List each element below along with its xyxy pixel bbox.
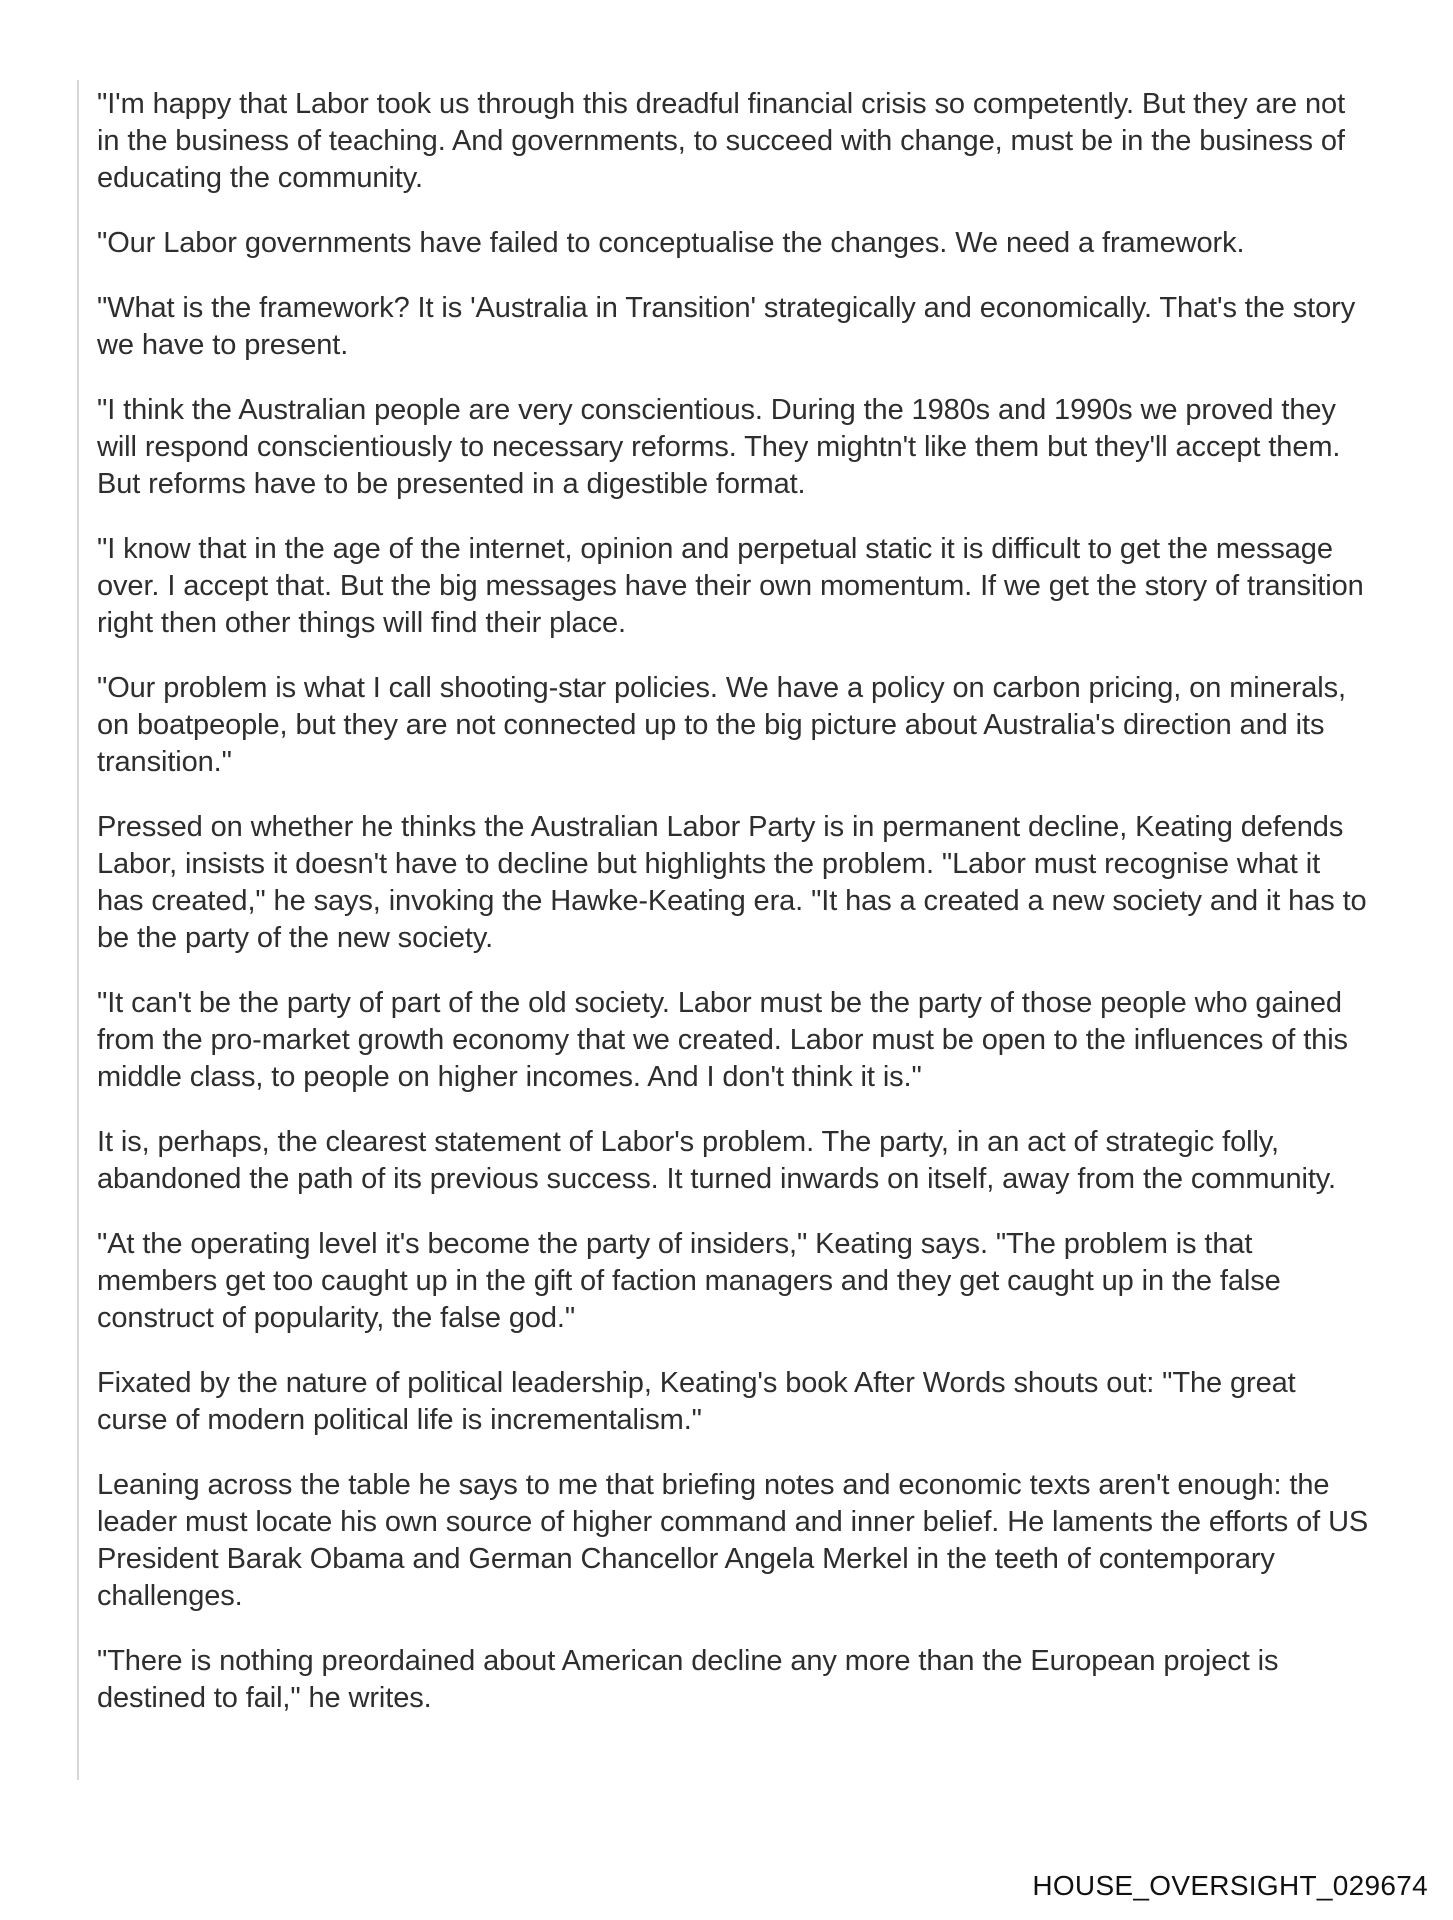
left-margin-rule xyxy=(77,80,79,1780)
article-body xyxy=(97,86,1372,1745)
document-id-stamp: HOUSE_OVERSIGHT_029674 xyxy=(1032,1870,1428,1901)
paragraph: "I think the Australian people are very conscientious. During the 1980s and 1990s we proved they will respond conscientiously to necessary reforms. They mightn't like them but they'll accept them. But reforms have to be presented in a digestible format. xyxy=(97,394,1341,500)
paragraph: Fixated by the nature of political leadership, Keating's book After Words shouts out: "The great curse of modern political life is incrementalism." xyxy=(97,1367,1296,1436)
paragraph: "At the operating level it's become the party of insiders," Keating says. "The problem is that members get too caught up in the gift of faction managers and they get caught up in the false construct of popularity, the false god." xyxy=(97,1228,1281,1334)
paragraph: It is, perhaps, the clearest statement of Labor's problem. The party, in an act of strategic folly, abandoned the path of its previous success. It turned inwards on itself, away from the community. xyxy=(97,1126,1337,1195)
paragraph: "I'm happy that Labor took us through this dreadful financial crisis so competently. But they are not in the business of teaching. And governments, to succeed with change, must be in the business of educating the community. xyxy=(97,88,1346,194)
paragraph: Pressed on whether he thinks the Australian Labor Party is in permanent decline, Keating defends Labor, insists it doesn't have to decline but highlights the problem. "Labor must recognise what it has created," he says, invoking the Hawke-Keating era. "It has a created a new society and it has to be the party of the new society. xyxy=(97,811,1367,954)
paragraph: Leaning across the table he says to me that briefing notes and economic texts aren't enough: the leader must locate his own source of higher command and inner belief. He laments the efforts of US President Barak Obama and German Chancellor Angela Merkel in the teeth of contemporary challenges. xyxy=(97,1469,1369,1612)
paragraph: "I know that in the age of the internet, opinion and perpetual static it is difficult to get the message over. I accept that. But the big messages have their own momentum. If we get the story of transition right then other things will find their place. xyxy=(97,533,1364,639)
paragraph: "It can't be the party of part of the old society. Labor must be the party of those people who gained from the pro-market growth economy that we created. Labor must be open to the influences of this middle class, to people on higher incomes. And I don't think it is." xyxy=(97,987,1348,1093)
paragraph: "There is nothing preordained about American decline any more than the European project is destined to fail," he writes. xyxy=(97,1645,1279,1714)
paragraph: "What is the framework? It is 'Australia in Transition' strategically and economically. That's the story we have to present. xyxy=(97,292,1356,361)
paragraph: "Our problem is what I call shooting-star policies. We have a policy on carbon pricing, on minerals, on boatpeople, but they are not connected up to the big picture about Australia's direction and its transition." xyxy=(97,672,1346,778)
paragraph: "Our Labor governments have failed to conceptualise the changes. We need a framework. xyxy=(97,227,1245,259)
